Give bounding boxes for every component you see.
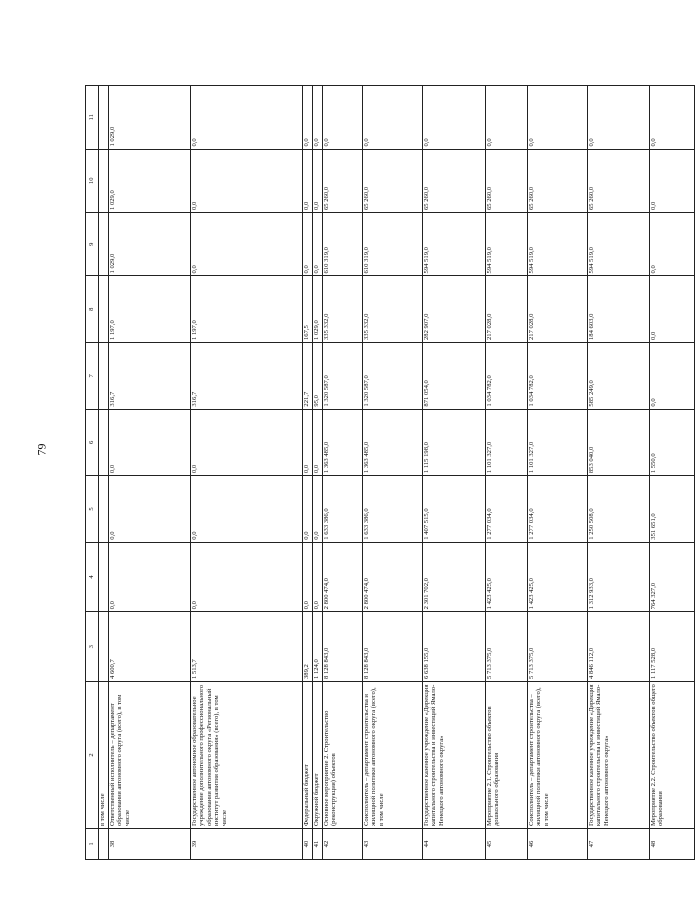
col-header: 8 [86, 276, 99, 343]
value-cell: 65 260,0 [588, 149, 650, 212]
row-name: Основное мероприятие 2. Строительство (реконструкция) объектов [323, 682, 363, 829]
value-cell: 0,0 [528, 86, 588, 150]
value-cell: 853 040,0 [588, 409, 650, 476]
value-cell: 1 513,7 [191, 612, 303, 682]
value-cell [99, 409, 109, 476]
value-cell: 65 260,0 [363, 149, 423, 212]
value-cell: 65 260,0 [486, 149, 528, 212]
col-header: 5 [86, 476, 99, 543]
value-cell: 594 519,0 [423, 212, 486, 275]
value-cell [99, 542, 109, 612]
row-name: Мероприятие 2.1. Строительство объектов дошкольного образования [486, 682, 528, 829]
value-cell: 1 423 425,0 [486, 542, 528, 612]
value-cell: 0,0 [303, 542, 313, 612]
row-name: в том числе [99, 682, 109, 829]
value-cell: 1 423 425,0 [528, 542, 588, 612]
row-number: 46 [528, 829, 588, 860]
value-cell: 0,0 [191, 476, 303, 543]
row-number: 44 [423, 829, 486, 860]
value-cell: 1 550,0 [650, 409, 695, 476]
row-number: 45 [486, 829, 528, 860]
value-cell: 594 519,0 [486, 212, 528, 275]
table-row [313, 86, 323, 860]
value-cell: 1 363 485,0 [323, 409, 363, 476]
value-cell: 1 029,0 [109, 212, 191, 275]
header-row [86, 86, 99, 860]
value-cell: 0,0 [588, 86, 650, 150]
value-cell: 1 320 587,0 [363, 343, 423, 410]
value-cell: 167,5 [303, 276, 313, 343]
value-cell: 610 319,0 [323, 212, 363, 275]
value-cell: 0,0 [109, 409, 191, 476]
value-cell: 2 301 702,0 [423, 542, 486, 612]
value-cell: 4 846 112,0 [588, 612, 650, 682]
row-name: Государственное казенное учреждение «Дирекция капитального строительства и инвестиций Ямало-Ненецкого автономного округа» [423, 682, 486, 829]
value-cell: 1 124,0 [313, 612, 323, 682]
value-cell [99, 212, 109, 275]
table-row [191, 86, 303, 860]
value-cell: 1 633 386,0 [323, 476, 363, 543]
value-cell: 0,0 [303, 212, 313, 275]
value-cell: 2 800 474,0 [323, 542, 363, 612]
value-cell: 0,0 [109, 476, 191, 543]
table-row [109, 86, 191, 860]
value-cell: 5 713 375,0 [528, 612, 588, 682]
value-cell: 1 363 485,0 [363, 409, 423, 476]
value-cell: 0,0 [191, 409, 303, 476]
value-cell: 1 029,0 [109, 149, 191, 212]
budget-table [85, 85, 695, 860]
col-header: 7 [86, 343, 99, 410]
value-cell [99, 612, 109, 682]
table-body [99, 86, 695, 860]
value-cell: 0,0 [650, 149, 695, 212]
value-cell: 1 117 528,0 [650, 612, 695, 682]
row-name: Ответственный исполнитель – департамент образования автономного округа (всего), в том числе [109, 682, 191, 829]
value-cell: 1 320 587,0 [323, 343, 363, 410]
table-row [528, 86, 588, 860]
value-cell: 0,0 [313, 476, 323, 543]
value-cell: 8 128 843,0 [363, 612, 423, 682]
row-name: Окружной бюджет [313, 682, 323, 829]
value-cell: 1 407 515,0 [423, 476, 486, 543]
table-row [423, 86, 486, 860]
value-cell: 184 603,0 [588, 276, 650, 343]
value-cell: 0,0 [650, 343, 695, 410]
row-number: 42 [323, 829, 363, 860]
row-name: Соисполнитель – департамент строительства – жилищной политики автономного округа (всего), в том числе [528, 682, 588, 829]
value-cell: 316,7 [109, 343, 191, 410]
col-header: 4 [86, 542, 99, 612]
value-cell: 764 327,0 [650, 542, 695, 612]
value-cell: 351 651,0 [650, 476, 695, 543]
value-cell: 0,0 [109, 542, 191, 612]
row-name: Мероприятие 2.2. Строительство объектов общего образования [650, 682, 695, 829]
value-cell: 0,0 [486, 86, 528, 150]
value-cell [99, 86, 109, 150]
col-header: 2 [86, 682, 99, 829]
table-row [486, 86, 528, 860]
value-cell: 0,0 [323, 86, 363, 150]
row-name: Федеральный бюджет [303, 682, 313, 829]
value-cell: 65 260,0 [323, 149, 363, 212]
page-number: 79 [34, 443, 49, 456]
value-cell [99, 343, 109, 410]
value-cell: 0,0 [303, 409, 313, 476]
row-number [99, 829, 109, 860]
value-cell: 0,0 [191, 149, 303, 212]
value-cell: 871 054,0 [423, 343, 486, 410]
value-cell: 0,0 [650, 86, 695, 150]
value-cell: 0,0 [191, 212, 303, 275]
value-cell: 335 332,0 [323, 276, 363, 343]
value-cell [99, 476, 109, 543]
value-cell: 5 713 375,0 [486, 612, 528, 682]
value-cell: 2 800 474,0 [363, 542, 423, 612]
value-cell: 0,0 [191, 86, 303, 150]
value-cell: 8 128 843,0 [323, 612, 363, 682]
table-row [650, 86, 695, 860]
value-cell: 0,0 [303, 86, 313, 150]
value-cell: 316,7 [191, 343, 303, 410]
row-name: Соисполнитель – департамент строительства и жилищной политики автономного округа (всего), в том числе [363, 682, 423, 829]
col-header: 11 [86, 86, 99, 150]
value-cell [99, 276, 109, 343]
col-header: 3 [86, 612, 99, 682]
value-cell: 1 197,0 [191, 276, 303, 343]
value-cell: 610 319,0 [363, 212, 423, 275]
value-cell: 1 029,0 [313, 276, 323, 343]
value-cell: 594 519,0 [588, 212, 650, 275]
value-cell: 1 115 198,0 [423, 409, 486, 476]
row-name: Государственное казенное учреждение «Дирекция капитального строительства и инвестиций Ямало-Ненецкого автономного округа» [588, 682, 650, 829]
col-header: 6 [86, 409, 99, 476]
row-name: Государственное автономное образовательное учреждение дополнительного профессионального образования автономного округа «Региональный институт развития образования» (всего), в том числе [191, 682, 303, 829]
value-cell: 6 638 155,0 [423, 612, 486, 682]
value-cell: 0,0 [313, 86, 323, 150]
value-cell: 1 250 508,0 [588, 476, 650, 543]
value-cell: 1 312 933,0 [588, 542, 650, 612]
value-cell: 0,0 [423, 86, 486, 150]
rotated-table-wrapper [85, 85, 665, 860]
value-cell: 65 260,0 [528, 149, 588, 212]
table-row [99, 86, 109, 860]
row-number: 43 [363, 829, 423, 860]
col-header: 9 [86, 212, 99, 275]
value-cell: 282 907,0 [423, 276, 486, 343]
value-cell: 0,0 [313, 542, 323, 612]
value-cell: 1 197,0 [109, 276, 191, 343]
row-number: 39 [191, 829, 303, 860]
value-cell: 0,0 [191, 542, 303, 612]
value-cell: 0,0 [303, 476, 313, 543]
value-cell: 95,0 [313, 343, 323, 410]
value-cell: 0,0 [313, 409, 323, 476]
value-cell: 217 028,0 [486, 276, 528, 343]
row-number: 48 [650, 829, 695, 860]
col-header: 10 [86, 149, 99, 212]
value-cell: 1 101 327,0 [486, 409, 528, 476]
value-cell: 1 029,0 [109, 86, 191, 150]
value-cell: 0,0 [313, 149, 323, 212]
value-cell: 1 277 034,0 [528, 476, 588, 543]
row-number: 47 [588, 829, 650, 860]
value-cell: 1 034 782,0 [528, 343, 588, 410]
value-cell: 389,2 [303, 612, 313, 682]
value-cell: 335 332,0 [363, 276, 423, 343]
value-cell: 1 277 034,0 [486, 476, 528, 543]
row-number: 41 [313, 829, 323, 860]
value-cell: 0,0 [303, 149, 313, 212]
value-cell: 1 101 327,0 [528, 409, 588, 476]
value-cell: 0,0 [650, 212, 695, 275]
table-row [303, 86, 313, 860]
row-number: 40 [303, 829, 313, 860]
value-cell: 1 034 782,0 [486, 343, 528, 410]
value-cell: 221,7 [303, 343, 313, 410]
value-cell: 4 600,7 [109, 612, 191, 682]
table-row [323, 86, 363, 860]
value-cell: 594 519,0 [528, 212, 588, 275]
value-cell: 0,0 [363, 86, 423, 150]
value-cell: 585 249,0 [588, 343, 650, 410]
table-row [363, 86, 423, 860]
row-number: 38 [109, 829, 191, 860]
col-header: 1 [86, 829, 99, 860]
value-cell: 0,0 [650, 276, 695, 343]
value-cell: 1 633 386,0 [363, 476, 423, 543]
value-cell: 0,0 [313, 212, 323, 275]
table-row [588, 86, 650, 860]
value-cell [99, 149, 109, 212]
value-cell: 65 260,0 [423, 149, 486, 212]
value-cell: 217 028,0 [528, 276, 588, 343]
